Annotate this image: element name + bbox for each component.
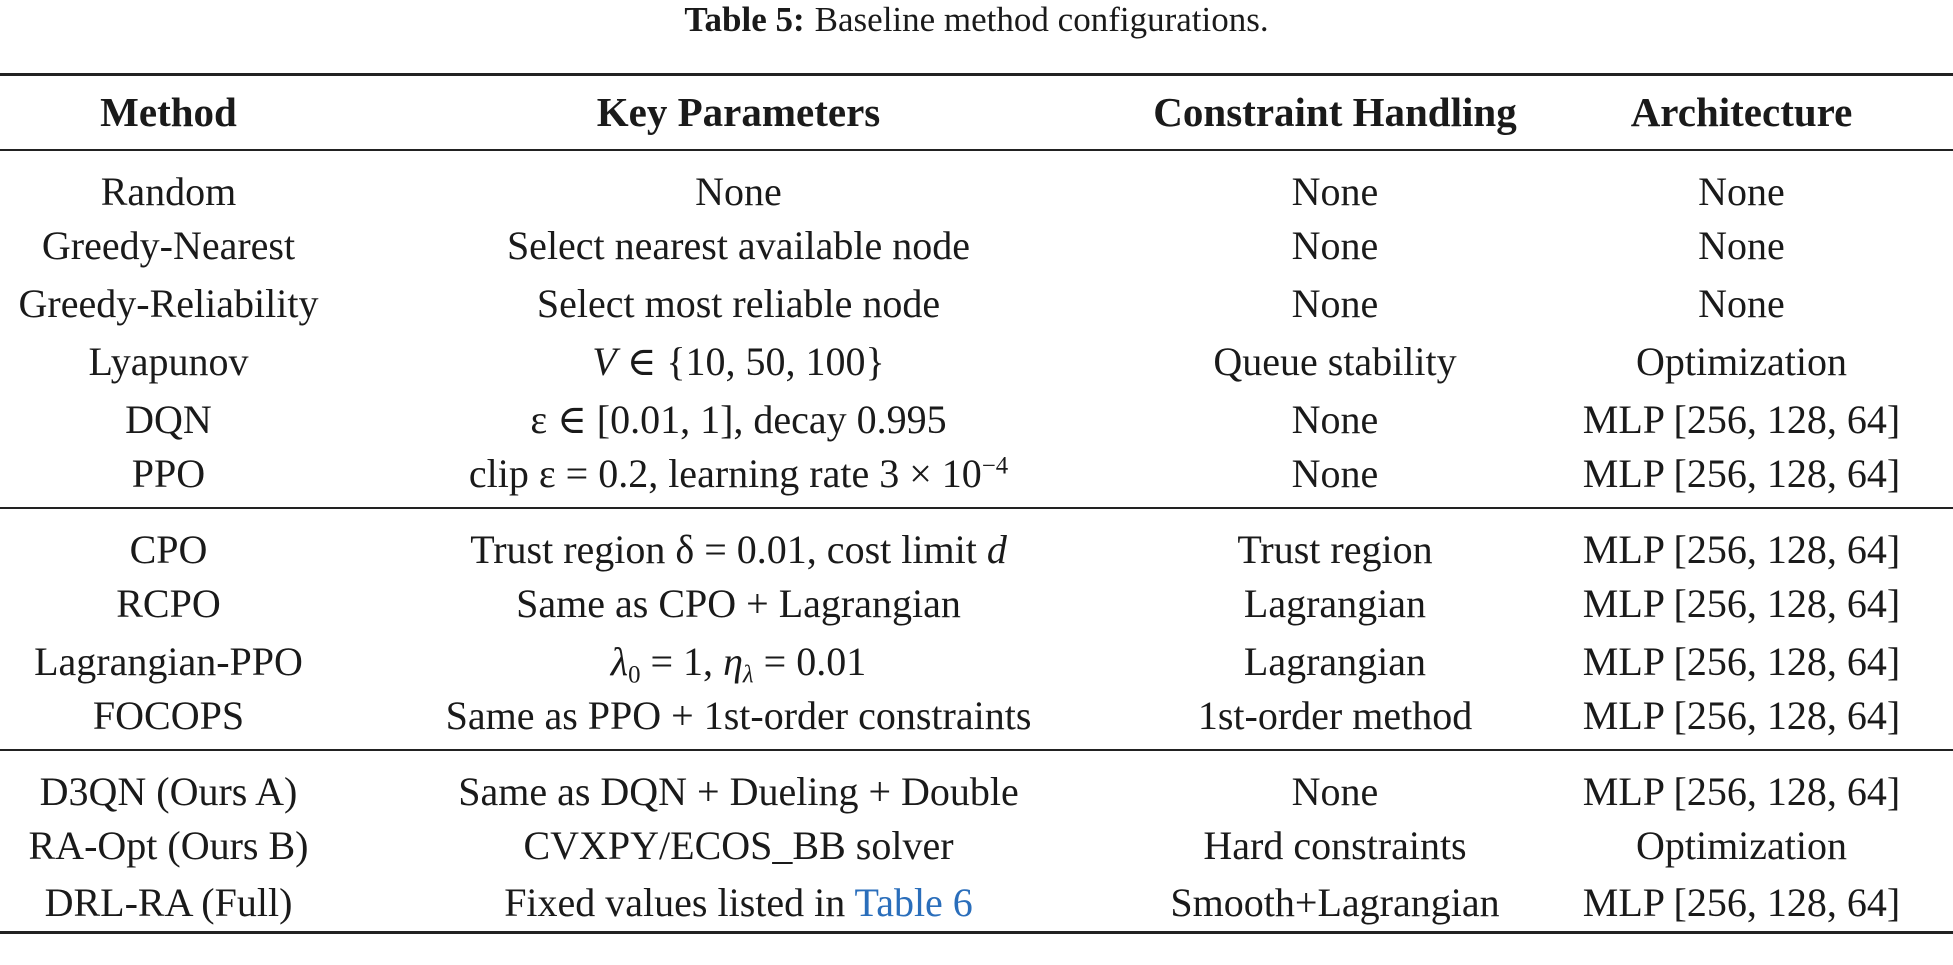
params-text: clip ε = 0.2, learning rate 3 × 10 bbox=[468, 450, 982, 496]
group-constrained-rl bbox=[0, 508, 1953, 750]
table-row bbox=[0, 575, 1953, 633]
subscript: 0 bbox=[628, 660, 641, 688]
math-var-d: d bbox=[986, 526, 1007, 572]
cell-constraint: Trust region bbox=[1237, 526, 1433, 572]
table-row bbox=[0, 217, 1953, 275]
cell-arch: MLP [256, 128, 64] bbox=[1582, 692, 1901, 738]
baseline-config-table bbox=[0, 73, 1953, 934]
header-row bbox=[0, 75, 1953, 150]
cell-constraint: None bbox=[1291, 280, 1379, 326]
group-baselines bbox=[0, 150, 1953, 508]
cell-method: DQN bbox=[125, 396, 212, 442]
params-text: Fixed values listed in bbox=[504, 879, 855, 925]
cell-constraint: None bbox=[1291, 450, 1379, 496]
table-row bbox=[0, 150, 1953, 217]
cell-arch: MLP [256, 128, 64] bbox=[1582, 768, 1901, 814]
table-row bbox=[0, 508, 1953, 575]
cell-params bbox=[337, 333, 1140, 391]
math-eta: η bbox=[723, 638, 743, 684]
cell-arch: MLP [256, 128, 64] bbox=[1582, 580, 1901, 626]
cell-arch: None bbox=[1698, 168, 1785, 214]
cell-method: CPO bbox=[129, 526, 208, 572]
cell-params: ε ∈ [0.01, 1], decay 0.995 bbox=[530, 396, 947, 442]
table-row bbox=[0, 875, 1953, 933]
cell-params: Same as DQN + Dueling + Double bbox=[458, 768, 1019, 814]
cell-arch: MLP [256, 128, 64] bbox=[1582, 526, 1901, 572]
cell-arch: Optimization bbox=[1635, 338, 1848, 384]
cell-params: CVXPY/ECOS_BB solver bbox=[523, 822, 954, 868]
cell-arch: MLP [256, 128, 64] bbox=[1582, 638, 1901, 684]
cell-arch: Optimization bbox=[1635, 822, 1848, 868]
cell-method: PPO bbox=[131, 450, 206, 496]
cell-method: Greedy-Nearest bbox=[41, 222, 296, 268]
table-row bbox=[0, 333, 1953, 391]
cell-method: DRL-RA (Full) bbox=[44, 879, 293, 925]
cell-constraint: Hard constraints bbox=[1203, 822, 1467, 868]
header-key-parameters: Key Parameters bbox=[596, 89, 881, 136]
caption-label: Table 5: bbox=[684, 0, 805, 39]
cell-arch: MLP [256, 128, 64] bbox=[1582, 450, 1901, 496]
cell-constraint: None bbox=[1291, 168, 1379, 214]
cell-constraint: None bbox=[1291, 222, 1379, 268]
cell-method: Lyapunov bbox=[88, 338, 249, 384]
params-text: Trust region δ = 0.01, cost limit bbox=[470, 526, 987, 572]
cell-arch: MLP [256, 128, 64] bbox=[1582, 879, 1901, 925]
table-row bbox=[0, 391, 1953, 449]
math-set: ∈ {10, 50, 100} bbox=[616, 338, 885, 384]
cell-method: D3QN (Ours A) bbox=[39, 768, 298, 814]
subscript: λ bbox=[742, 660, 754, 688]
caption-text: Baseline method configurations. bbox=[814, 0, 1269, 39]
table-row bbox=[0, 633, 1953, 691]
cell-constraint: Lagrangian bbox=[1243, 580, 1427, 626]
table-row bbox=[0, 449, 1953, 508]
cell-method: Greedy-Reliability bbox=[18, 280, 319, 326]
cell-params bbox=[337, 449, 1140, 508]
cell-method: RCPO bbox=[116, 580, 221, 626]
cell-arch: None bbox=[1698, 280, 1785, 326]
math-lambda: λ bbox=[610, 638, 629, 684]
cell-constraint: Smooth+Lagrangian bbox=[1170, 879, 1500, 925]
cell-params: Select most reliable node bbox=[536, 280, 941, 326]
header-architecture: Architecture bbox=[1630, 89, 1853, 136]
exponent: −4 bbox=[981, 451, 1009, 479]
cell-constraint: Lagrangian bbox=[1243, 638, 1427, 684]
header-method: Method bbox=[100, 89, 237, 136]
cell-method: Random bbox=[100, 168, 237, 214]
table-caption bbox=[0, 0, 1953, 44]
cell-params bbox=[337, 508, 1140, 575]
table-row bbox=[0, 817, 1953, 875]
cell-method: RA-Opt (Ours B) bbox=[28, 822, 309, 868]
header-constraint-handling: Constraint Handling bbox=[1153, 89, 1517, 136]
table-row bbox=[0, 275, 1953, 333]
cell-params: Same as CPO + Lagrangian bbox=[516, 580, 961, 626]
cell-method: Lagrangian-PPO bbox=[34, 638, 303, 684]
cell-constraint: Queue stability bbox=[1213, 338, 1457, 384]
params-text: = 0.01 bbox=[753, 638, 867, 684]
cell-params: Same as PPO + 1st-order constraints bbox=[445, 692, 1032, 738]
math-var-v: V bbox=[592, 338, 617, 384]
cell-params bbox=[337, 875, 1140, 933]
cell-params: Select nearest available node bbox=[506, 222, 971, 268]
group-ours bbox=[0, 750, 1953, 933]
cell-method: FOCOPS bbox=[92, 692, 245, 738]
table-row bbox=[0, 691, 1953, 750]
cell-constraint: 1st-order method bbox=[1197, 692, 1473, 738]
cell-arch: MLP [256, 128, 64] bbox=[1582, 396, 1901, 442]
table-row bbox=[0, 750, 1953, 817]
cell-params bbox=[337, 633, 1140, 691]
cell-arch: None bbox=[1698, 222, 1785, 268]
table-6-link[interactable]: Table 6 bbox=[854, 879, 973, 925]
params-text: = 1, bbox=[640, 638, 724, 684]
table-header bbox=[0, 75, 1953, 150]
cell-constraint: None bbox=[1291, 768, 1379, 814]
cell-constraint: None bbox=[1291, 396, 1379, 442]
cell-params: None bbox=[695, 168, 782, 214]
